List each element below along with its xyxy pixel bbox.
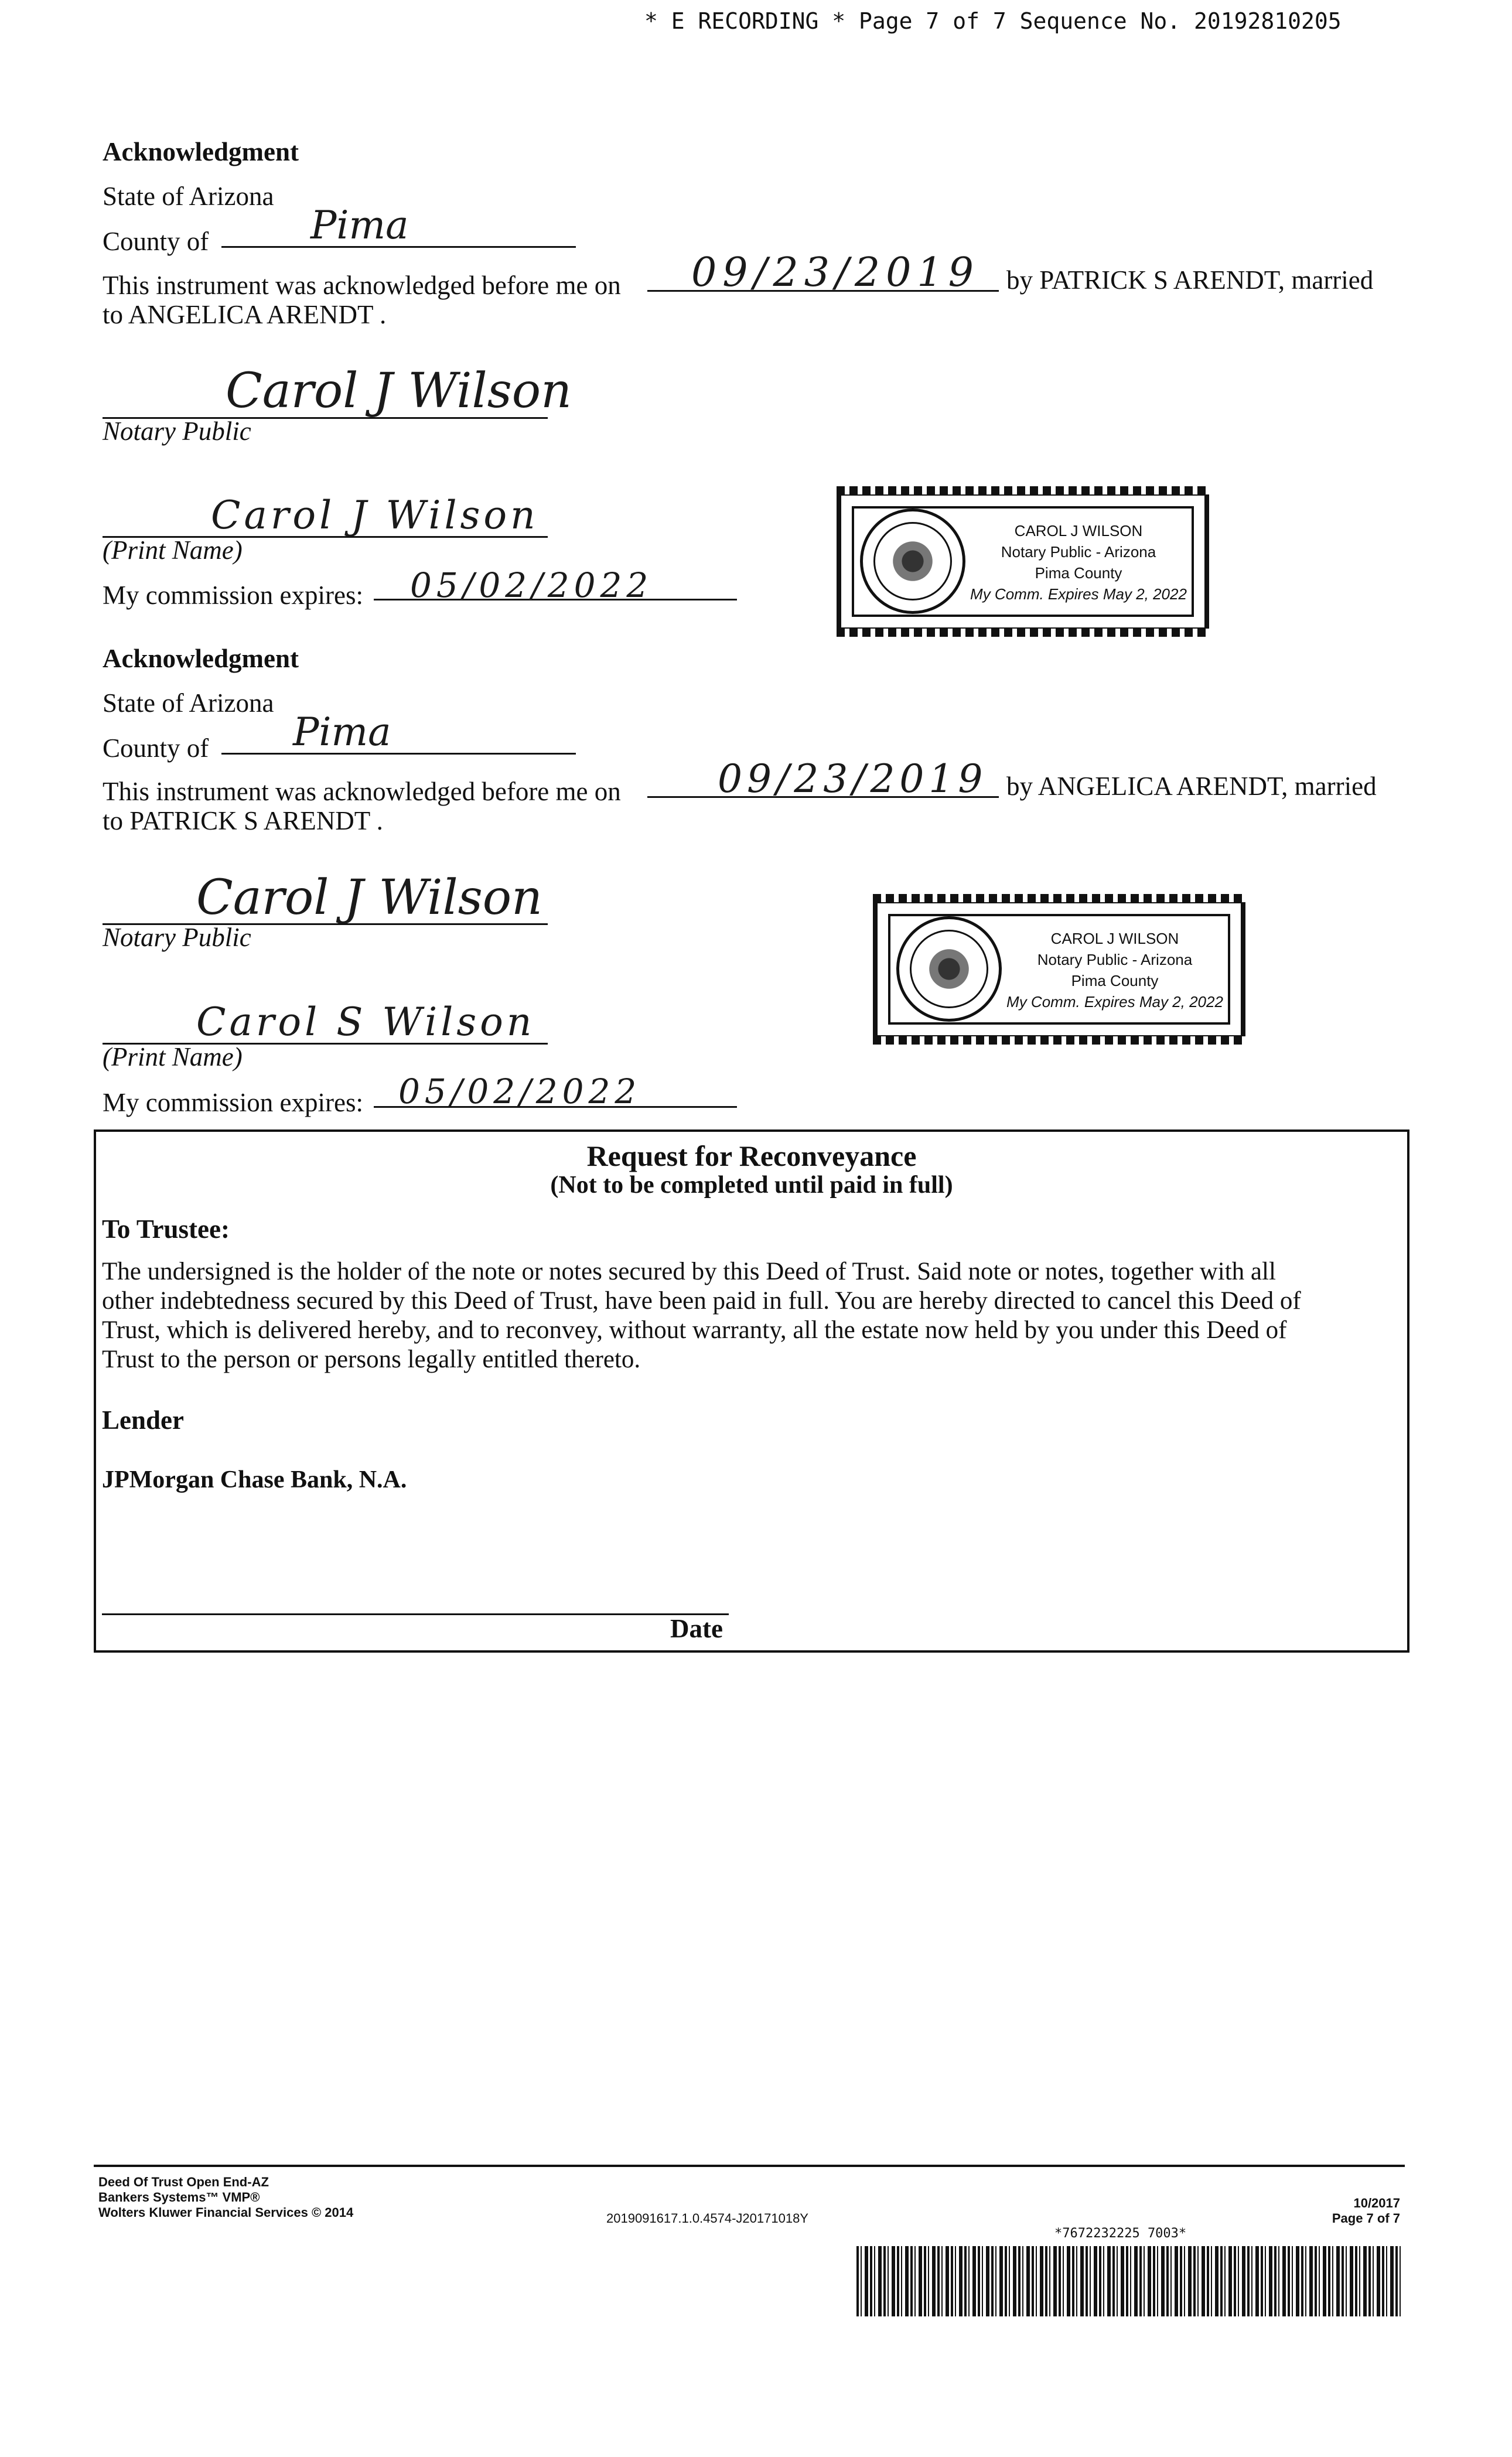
ack1-notary-label: Notary Public — [103, 417, 251, 446]
stamp-name: CAROL J WILSON — [1014, 522, 1143, 540]
ack2-county-line — [221, 753, 576, 755]
footer-form-info — [98, 2175, 353, 2220]
stamp-expires: My Comm. Expires May 2, 2022 — [1006, 993, 1223, 1011]
arizona-seal-icon — [860, 509, 965, 614]
footer-rule — [94, 2165, 1405, 2167]
ack2-heading: Acknowledgment — [103, 644, 299, 673]
barcode-text: *7672232225 7003* — [1054, 2226, 1187, 2241]
footer-version: 10/2017 — [1353, 2196, 1400, 2210]
ack2-by-text: by ANGELICA ARENDT, married — [1006, 772, 1377, 801]
stamp-text-block — [1004, 928, 1226, 1012]
reconveyance-body — [102, 1257, 1301, 1374]
recording-header: * E RECORDING * Page 7 of 7 Sequence No. 20192810205 — [644, 8, 1342, 34]
footer-document-id: 2019091617.1.0.4574-J20171018Y — [606, 2211, 808, 2226]
lender-signature-line — [102, 1613, 729, 1615]
ack1-county-label: County of — [103, 227, 209, 256]
stamp-title: Notary Public - Arizona — [1001, 543, 1156, 561]
ack2-instrument-label: This instrument was acknowledged before me on — [103, 777, 621, 806]
stamp-edge — [873, 1036, 1245, 1045]
ack2-date: 09/23/2019 — [718, 756, 988, 801]
stamp-county: Pima County — [1035, 564, 1122, 582]
stamp-edge — [873, 894, 1245, 902]
stamp-text-block — [967, 520, 1190, 605]
reconveyance-box — [94, 1129, 1409, 1653]
to-trustee-label: To Trustee: — [102, 1214, 230, 1244]
body-line: Trust to the person or persons legally entitled thereto. — [102, 1346, 641, 1373]
stamp-expires: My Comm. Expires May 2, 2022 — [970, 585, 1187, 603]
ack1-print-name-label: (Print Name) — [103, 535, 243, 565]
stamp-edge — [837, 486, 1209, 494]
ack2-print-name-value: Carol S Wilson — [196, 999, 535, 1045]
ack2-state: State of Arizona — [103, 688, 274, 718]
footer-form-line: Wolters Kluwer Financial Services © 2014 — [98, 2205, 354, 2220]
ack1-to-text: to ANGELICA ARENDT . — [103, 300, 387, 329]
ack2-commission-value: 05/02/2022 — [398, 1071, 641, 1111]
reconveyance-subtitle: (Not to be completed until paid in full) — [550, 1172, 953, 1199]
stamp-name: CAROL J WILSON — [1050, 930, 1179, 947]
stamp-county: Pima County — [1071, 972, 1159, 989]
barcode-icon — [856, 2246, 1401, 2316]
ack2-commission-label: My commission expires: — [103, 1088, 363, 1117]
ack1-notary-signature: Carol J Wilson — [226, 363, 572, 419]
ack1-commission-label: My commission expires: — [103, 581, 363, 610]
arizona-seal-icon — [896, 916, 1002, 1022]
ack2-county-label: County of — [103, 733, 209, 763]
ack1-date: 09/23/2019 — [691, 250, 979, 296]
ack1-instrument-label: This instrument was acknowledged before me on — [103, 271, 621, 300]
ack2-county-value: Pima — [293, 709, 391, 755]
ack2-print-name-label: (Print Name) — [103, 1042, 243, 1071]
date-label: Date — [670, 1614, 723, 1643]
ack2-notary-signature: Carol J Wilson — [196, 870, 542, 926]
body-line: The undersigned is the holder of the note or notes secured by this Deed of Trust. Said note or notes, together with all — [102, 1258, 1276, 1285]
footer-form-line: Deed Of Trust Open End-AZ — [98, 2175, 269, 2189]
lender-label: Lender — [102, 1405, 184, 1435]
ack1-print-name-value: Carol J Wilson — [211, 493, 539, 538]
footer-form-line: Bankers Systems™ VMP® — [98, 2190, 260, 2205]
footer-page: Page 7 of 7 — [1332, 2211, 1400, 2226]
stamp-title: Notary Public - Arizona — [1037, 951, 1193, 968]
lender-name: JPMorgan Chase Bank, N.A. — [102, 1466, 407, 1493]
body-line: Trust, which is delivered hereby, and to reconvey, without warranty, all the estate now held by you under this Deed of — [102, 1316, 1287, 1344]
stamp-edge — [837, 629, 1209, 637]
ack1-county-value: Pima — [310, 203, 409, 248]
ack1-by-text: by PATRICK S ARENDT, married — [1006, 265, 1374, 295]
ack2-notary-label: Notary Public — [103, 923, 251, 952]
ack1-state: State of Arizona — [103, 182, 274, 211]
ack1-commission-value: 05/02/2022 — [410, 565, 653, 605]
notary-stamp-2 — [873, 899, 1245, 1040]
ack2-to-text: to PATRICK S ARENDT . — [103, 806, 383, 835]
reconveyance-title: Request for Reconveyance — [586, 1139, 917, 1172]
notary-stamp-1 — [837, 491, 1209, 632]
ack1-heading: Acknowledgment — [103, 137, 299, 166]
body-line: other indebtedness secured by this Deed of Trust, have been paid in full. You are hereby directed to cancel this Deed of — [102, 1287, 1301, 1315]
